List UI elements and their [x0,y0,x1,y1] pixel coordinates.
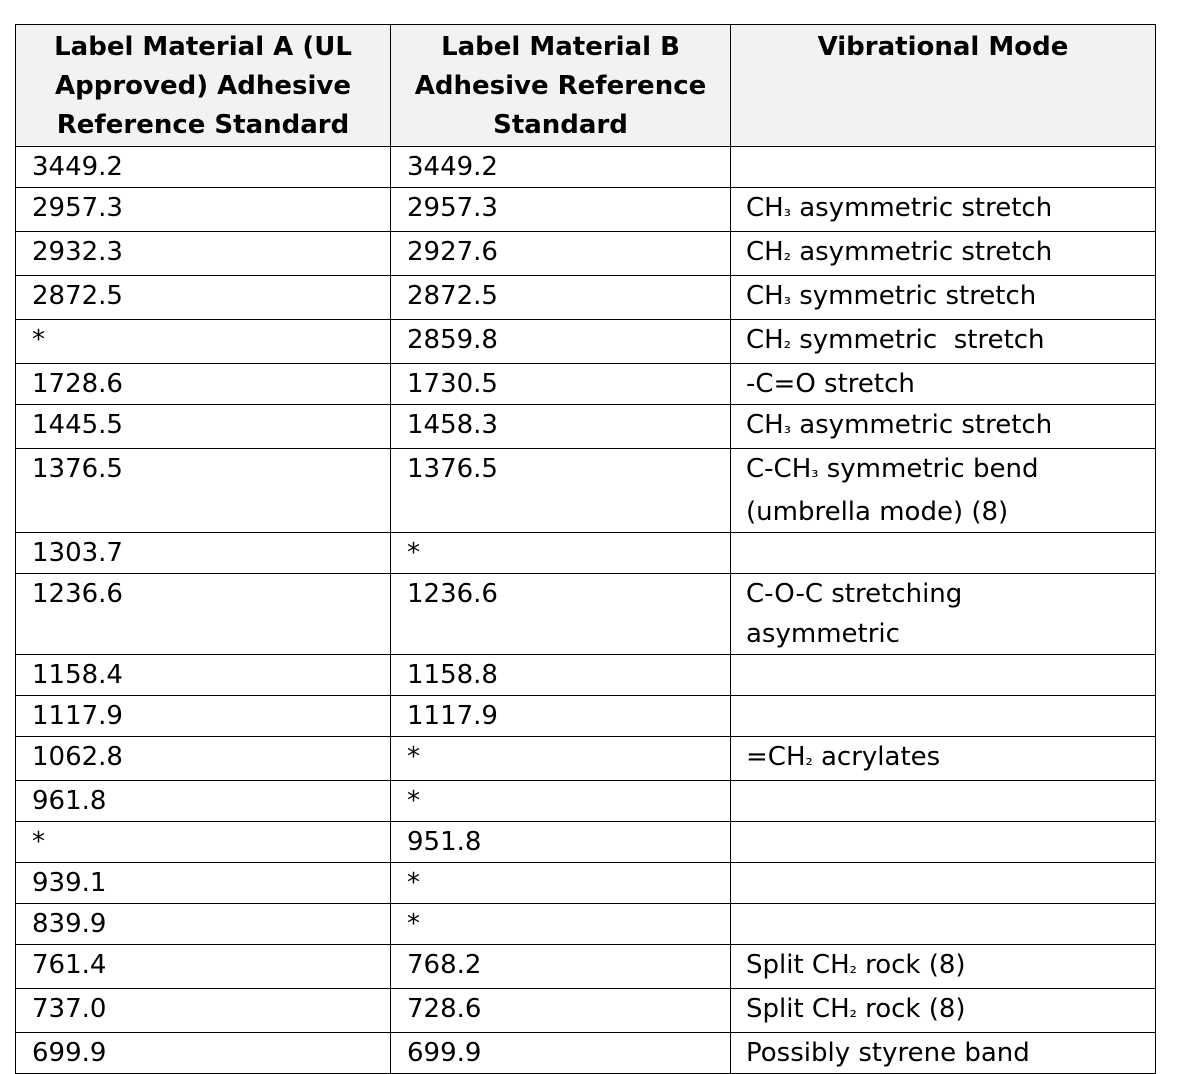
table-row [16,574,1156,655]
cell-material-b: 768.2 [391,945,731,989]
cell-material-a: * [16,822,391,863]
cell-material-a: 1728.6 [16,364,391,405]
cell-material-b: 951.8 [391,822,731,863]
cell-material-b: 2927.6 [391,232,731,276]
table-row [16,1033,1156,1074]
table-row [16,276,1156,320]
table-row [16,232,1156,276]
cell-material-a: 2932.3 [16,232,391,276]
table-row [16,533,1156,574]
header-label-material-a: Label Material A (UL Approved) Adhesive Reference Standard [16,25,391,147]
cell-vibrational-mode [731,822,1156,863]
table-row [16,364,1156,405]
table-body [16,147,1156,1074]
cell-vibrational-mode: CH₃ asymmetric stretch [731,188,1156,232]
cell-vibrational-mode: Possibly styrene band [731,1033,1156,1074]
cell-vibrational-mode [731,655,1156,696]
cell-material-b: * [391,737,731,781]
cell-material-b: 728.6 [391,989,731,1033]
cell-material-b: 2872.5 [391,276,731,320]
header-label-material-b: Label Material B Adhesive Reference Standard [391,25,731,147]
cell-material-a: 939.1 [16,863,391,904]
cell-material-b: 1458.3 [391,405,731,449]
cell-material-a: 1117.9 [16,696,391,737]
cell-vibrational-mode [731,696,1156,737]
cell-vibrational-mode: C-CH₃ symmetric bend (umbrella mode) (8) [731,449,1156,533]
table-row [16,822,1156,863]
cell-vibrational-mode [731,533,1156,574]
table-row [16,188,1156,232]
cell-material-a: 2872.5 [16,276,391,320]
cell-vibrational-mode: -C=O stretch [731,364,1156,405]
cell-material-b: 2957.3 [391,188,731,232]
cell-vibrational-mode [731,147,1156,188]
vibrational-modes-table-container [15,24,1156,1074]
cell-material-b: 1236.6 [391,574,731,655]
cell-material-b: 699.9 [391,1033,731,1074]
cell-material-b: 1158.8 [391,655,731,696]
table-row [16,737,1156,781]
cell-material-a: * [16,320,391,364]
cell-material-a: 699.9 [16,1033,391,1074]
cell-vibrational-mode: CH₃ symmetric stretch [731,276,1156,320]
header-vibrational-mode: Vibrational Mode [731,25,1156,147]
cell-material-a: 839.9 [16,904,391,945]
cell-material-a: 1376.5 [16,449,391,533]
cell-material-a: 1062.8 [16,737,391,781]
table-row [16,945,1156,989]
cell-vibrational-mode: Split CH₂ rock (8) [731,989,1156,1033]
cell-vibrational-mode: CH₂ asymmetric stretch [731,232,1156,276]
table-header-row [16,25,1156,147]
vibrational-modes-table [15,24,1156,1074]
table-row [16,320,1156,364]
cell-material-a: 737.0 [16,989,391,1033]
cell-material-a: 1445.5 [16,405,391,449]
cell-material-a: 3449.2 [16,147,391,188]
cell-vibrational-mode: CH₃ asymmetric stretch [731,405,1156,449]
cell-material-b: * [391,863,731,904]
cell-material-a: 961.8 [16,781,391,822]
cell-material-b: * [391,533,731,574]
table-row [16,696,1156,737]
table-row [16,989,1156,1033]
cell-material-b: 3449.2 [391,147,731,188]
cell-material-a: 2957.3 [16,188,391,232]
cell-material-a: 761.4 [16,945,391,989]
cell-material-b: 1376.5 [391,449,731,533]
table-row [16,147,1156,188]
cell-vibrational-mode: =CH₂ acrylates [731,737,1156,781]
cell-vibrational-mode: CH₂ symmetric stretch [731,320,1156,364]
cell-vibrational-mode: Split CH₂ rock (8) [731,945,1156,989]
table-row [16,904,1156,945]
table-row [16,863,1156,904]
cell-material-b: * [391,781,731,822]
table-row [16,449,1156,533]
cell-vibrational-mode [731,904,1156,945]
cell-material-a: 1303.7 [16,533,391,574]
cell-material-a: 1158.4 [16,655,391,696]
table-row [16,405,1156,449]
cell-material-b: 1730.5 [391,364,731,405]
cell-material-a: 1236.6 [16,574,391,655]
cell-material-b: * [391,904,731,945]
cell-vibrational-mode: C-O-C stretching asymmetric [731,574,1156,655]
table-row [16,781,1156,822]
cell-material-b: 2859.8 [391,320,731,364]
cell-vibrational-mode [731,781,1156,822]
table-row [16,655,1156,696]
cell-material-b: 1117.9 [391,696,731,737]
cell-vibrational-mode [731,863,1156,904]
